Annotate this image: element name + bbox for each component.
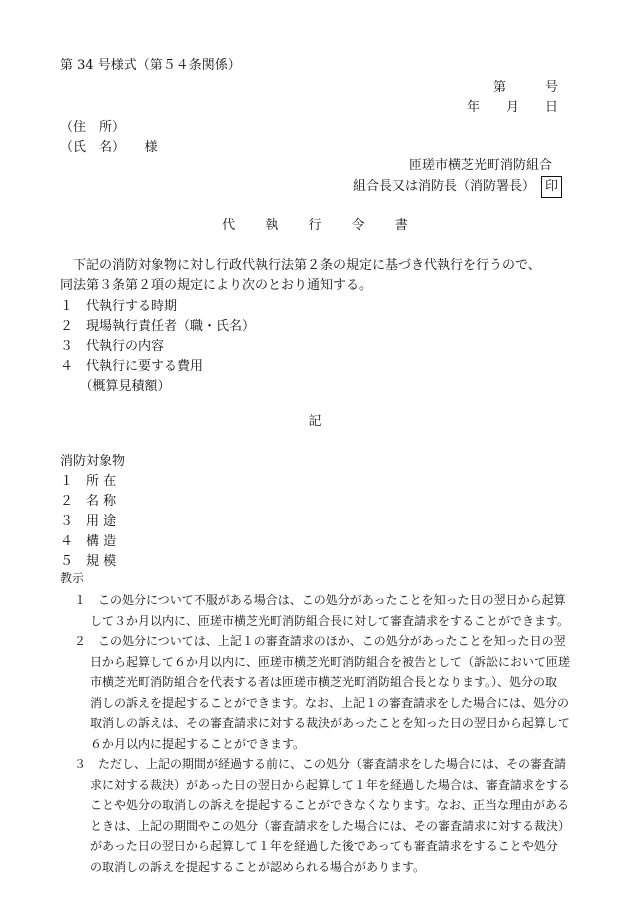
title-char: 行 [308,218,322,233]
note-line: して３か月以内に、匝瑳市横芝光町消防組合長に対して審査請求をすることができます。 [90,613,570,628]
note-line: ６か月以内に提起することができます。 [90,736,306,751]
document-title [0,218,630,234]
note-line: 消しの訴えを提起することができます。なお、上記１の審査請求をした場合には、処分の [90,695,570,710]
kyoji-note-3 [74,754,570,877]
target-row: ５ 規 模 [60,554,117,569]
target-row: ３ 用 途 [60,514,117,529]
target-section [60,452,580,572]
note-line: 日から起算して６か月以内に、匝瑳市横芝光町消防組合を被告として（訴訟において匝瑳 [90,654,571,669]
target-heading: 消防対象物 [60,454,126,469]
intro-line: 下記の消防対象物に対し行政代執行法第２条の規定に基づき代執行を行うので、 [60,258,541,273]
note-line: この処分について不服がある場合は、この処分があったことを知った日の翌日から起算 [98,593,566,607]
note-number: １ [74,593,87,607]
issuer-line [353,176,562,198]
kyoji-heading: 教示 [60,571,85,585]
note-line: ことや処分の取消しの訴えを提起することができなくなります。なお、正当な理由がある [90,798,570,812]
ki-heading: 記 [308,414,322,429]
notice-item: ２ 現場執行責任者（職・氏名） [60,319,256,334]
note-number: ２ [74,634,87,648]
note-line: ときは、上記の期間やこの処分（審査請求をした場合には、その審査請求に対する裁決） [90,818,571,833]
note-line: 取消しの訴えは、その審査請求に対する裁決があったことを知った日の翌日から起算して [90,716,570,730]
kyoji-note-2 [74,631,570,754]
title-char: 執 [265,218,279,233]
target-row: ４ 構 造 [60,534,117,549]
kyoji-note-1 [74,590,569,631]
title-char: 令 [351,218,365,233]
document-number: 第 号 [492,80,558,95]
target-row: ２ 名 称 [60,494,117,509]
notice-item: （概算見積額） [60,379,171,394]
recipient-name: （氏 名） 様 [60,140,158,155]
note-line: の取消しの訴えを提起することが認められる場合があります。 [90,859,426,874]
intro-paragraph [60,256,580,296]
note-line: 市横芝光町消防組合を代表する者は匝瑳市横芝光町消防組合長となります。）、処分の取 [90,675,558,689]
notice-item: １ 代執行する時期 [60,299,178,314]
issuing-organization: 匝瑳市横芝光町消防組合 [408,158,552,173]
note-line: この処分については、上記１の審査請求のほか、この処分があったことを知った日の翌 [98,634,566,648]
notice-item: ４ 代執行に要する費用 [60,359,204,374]
note-line: ただし、上記の期間が経過する前に、この処分（審査請求をした場合には、その審査請 [98,757,567,771]
note-line: 求に対する裁決）があった日の翌日から起算して１年を経過した場合は、審査請求をする [90,777,570,792]
issue-date: 年 月 日 [466,100,558,115]
recipient-address: （住 所） [60,120,126,135]
intro-line: 同法第３条第２項の規定により次のとおり通知する。 [60,278,373,293]
notice-items [60,297,580,397]
form-number: 第 34 号様式（第５４条関係） [60,58,241,73]
seal-stamp: 印 [541,176,562,198]
note-number: ３ [74,757,87,771]
target-row: １ 所 在 [60,474,117,489]
notice-item: ３ 代執行の内容 [60,339,165,354]
title-char: 代 [222,218,236,233]
note-line: があった日の翌日から起算して１年を経過した後であっても審査請求をすることや処分 [90,839,558,853]
issuer-title: 組合長又は消防長（消防署長） [352,179,535,194]
title-char: 書 [394,218,408,233]
